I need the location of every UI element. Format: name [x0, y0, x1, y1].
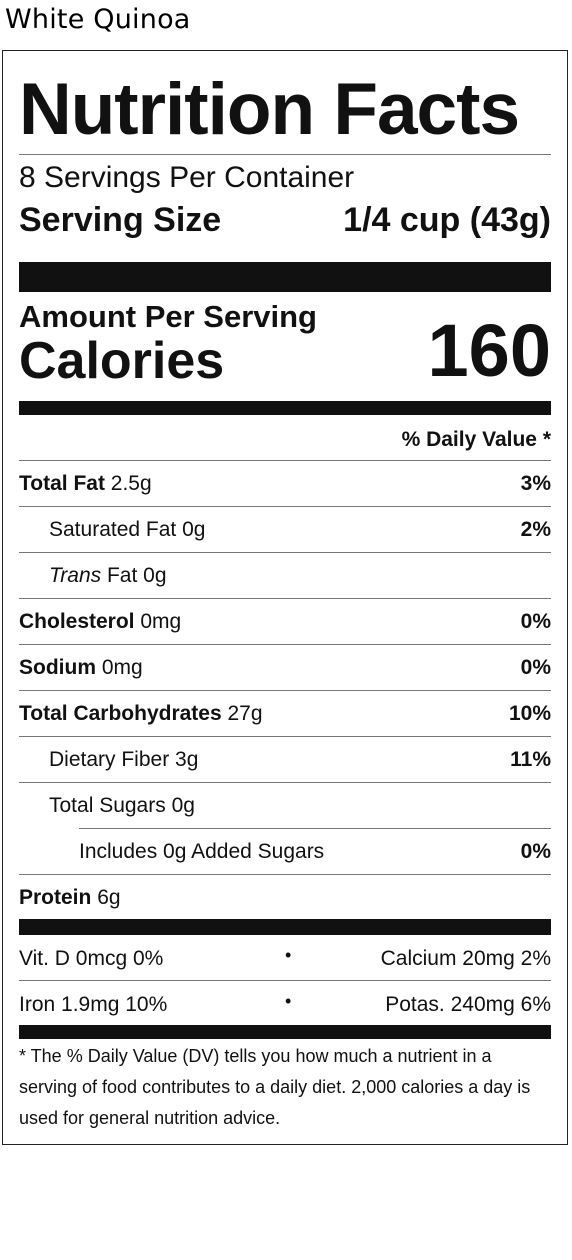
divider: [19, 980, 551, 981]
calories-label: Calories: [19, 332, 225, 390]
calories-value: 160: [427, 309, 551, 392]
amount-per-serving: Amount Per Serving: [19, 299, 317, 334]
thick-divider: [19, 919, 551, 935]
nutrient-dv: 0%: [520, 610, 551, 633]
nutrient-row-total-carbohydrates: [19, 691, 551, 737]
vitamin-d: Vit. D 0mcg 0%: [19, 947, 164, 970]
nutrient-name: Total Sugars 0g: [49, 794, 195, 817]
potassium: Potas. 240mg 6%: [385, 993, 551, 1016]
nutrient-row-sodium: [19, 645, 551, 691]
product-title: White Quinoa: [5, 4, 191, 35]
nutrient-row-cholesterol: [19, 599, 551, 645]
nutrient-name: Dietary Fiber 3g: [49, 748, 199, 771]
calcium: Calcium 20mg 2%: [380, 947, 551, 970]
nutrient-name: Trans Fat 0g: [49, 564, 167, 587]
vitamin-row-1: [19, 936, 551, 982]
label-inner: [19, 51, 551, 1144]
nutrient-row-total-sugars: [19, 783, 551, 829]
serving-size-label: Serving Size: [19, 201, 222, 239]
bullet-separator: •: [285, 991, 292, 1011]
nutrient-dv: 3%: [520, 472, 551, 495]
medium-divider: [19, 401, 551, 415]
nutrition-facts-title: Nutrition Facts: [19, 69, 520, 150]
nutrient-row-trans-fat: [19, 553, 551, 599]
nutrient-dv: 11%: [510, 748, 551, 771]
nutrient-dv: 10%: [508, 702, 551, 725]
nutrient-name: Protein 6g: [19, 886, 121, 909]
nutrient-dv: 2%: [520, 518, 551, 541]
nutrient-name: Sodium 0mg: [19, 656, 143, 679]
nutrient-name: Total Fat 2.5g: [19, 472, 152, 495]
nutrient-dv: 0%: [520, 840, 551, 863]
serving-size-value: 1/4 cup (43g): [343, 201, 551, 239]
medium-divider: [19, 1025, 551, 1039]
nutrition-label: [2, 50, 568, 1145]
nutrient-row-protein: [19, 875, 551, 921]
nutrient-row-saturated-fat: [19, 507, 551, 553]
daily-value-header: % Daily Value *: [401, 428, 551, 451]
nutrient-dv: 0%: [520, 656, 551, 679]
nutrient-name: Includes 0g Added Sugars: [79, 840, 325, 863]
divider: [19, 154, 551, 155]
nutrient-row-added-sugars: [19, 829, 551, 875]
nutrient-name: Total Carbohydrates 27g: [19, 702, 263, 725]
footnote: * The % Daily Value (DV) tells you how much a nutrient in a serving of food contributes to a daily diet. 2,000 calories a day is used for general nutrition advice.: [19, 1046, 531, 1128]
nutrient-name: Cholesterol 0mg: [19, 610, 182, 633]
iron: Iron 1.9mg 10%: [19, 993, 168, 1016]
thick-divider: [19, 262, 551, 292]
nutrient-name: Saturated Fat 0g: [49, 518, 206, 541]
bullet-separator: •: [285, 945, 292, 965]
vitamin-row-2: [19, 982, 551, 1028]
servings-per-container: 8 Servings Per Container: [19, 161, 355, 194]
nutrient-row-dietary-fiber: [19, 737, 551, 783]
nutrient-row-total-fat: [19, 461, 551, 507]
